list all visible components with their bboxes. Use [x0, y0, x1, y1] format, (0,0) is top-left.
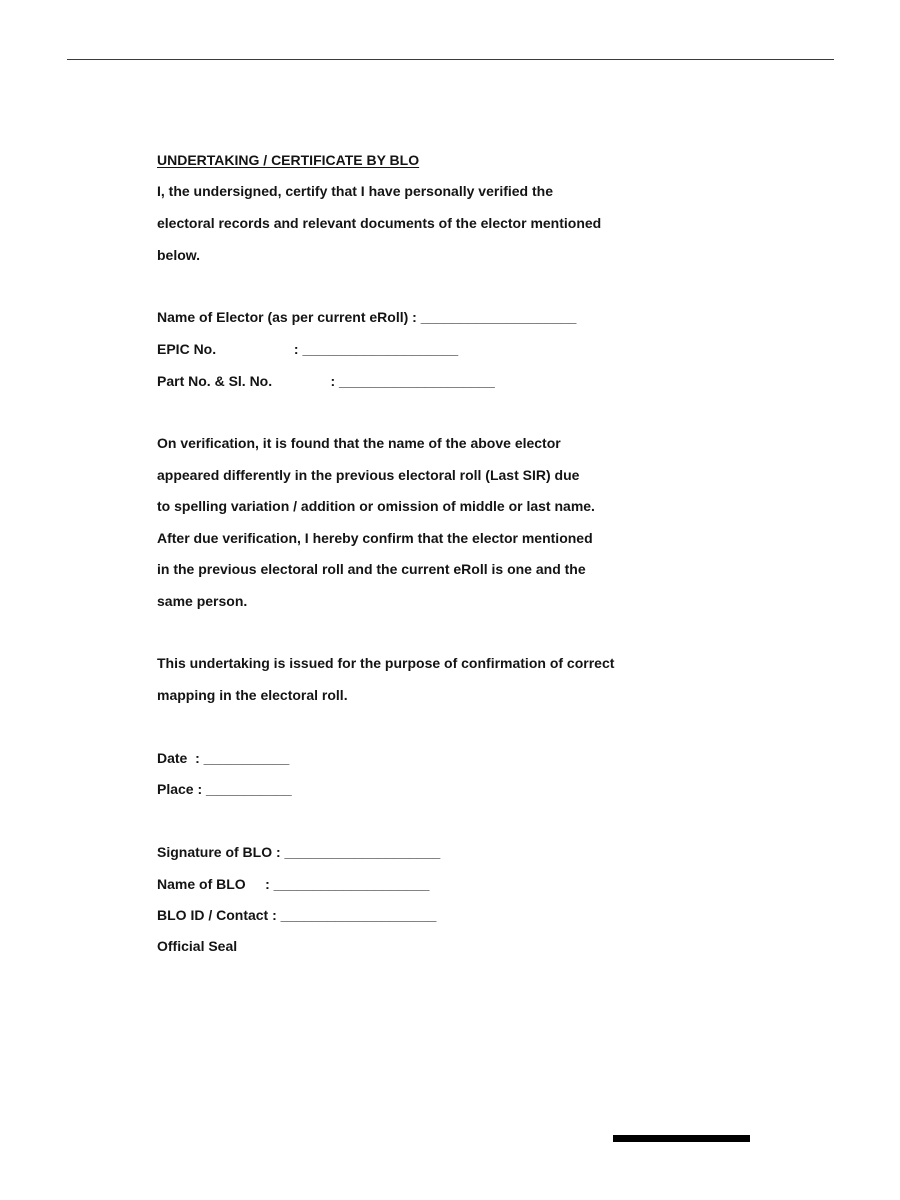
verification-line-2: appeared differently in the previous electoral roll (Last SIR) due	[157, 467, 580, 483]
blo-id-contact-field: BLO ID / Contact : ____________________	[157, 907, 437, 923]
official-seal-label: Official Seal	[157, 938, 238, 954]
blo-name-field: Name of BLO : ____________________	[157, 876, 430, 892]
intro-line-3: below.	[157, 247, 201, 263]
blo-signature-field: Signature of BLO : ____________________	[157, 844, 441, 860]
place-field: Place : ___________	[157, 781, 292, 797]
intro-line-1: I, the undersigned, certify that I have personally verified the	[157, 183, 553, 199]
epic-no-field: EPIC No. : ____________________	[157, 341, 459, 357]
purpose-line-1: This undertaking is issued for the purpose of confirmation of correct	[157, 655, 615, 671]
part-sl-no-field: Part No. & Sl. No. : ____________________	[157, 373, 495, 389]
purpose-line-2: mapping in the electoral roll.	[157, 687, 348, 703]
date-field: Date : ___________	[157, 750, 290, 766]
elector-name-field: Name of Elector (as per current eRoll) : ____________________	[157, 309, 577, 325]
verification-line-3: to spelling variation / addition or omission of middle or last name.	[157, 498, 595, 514]
footer-bar	[613, 1135, 750, 1142]
verification-line-4: After due verification, I hereby confirm that the elector mentioned	[157, 530, 593, 546]
header-rule	[67, 59, 834, 60]
intro-line-2: electoral records and relevant documents of the elector mentioned	[157, 215, 602, 231]
verification-line-6: same person.	[157, 593, 248, 609]
document-heading: UNDERTAKING / CERTIFICATE BY BLO	[157, 152, 420, 168]
verification-line-1: On verification, it is found that the name of the above elector	[157, 435, 561, 451]
verification-line-5: in the previous electoral roll and the current eRoll is one and the	[157, 561, 586, 577]
